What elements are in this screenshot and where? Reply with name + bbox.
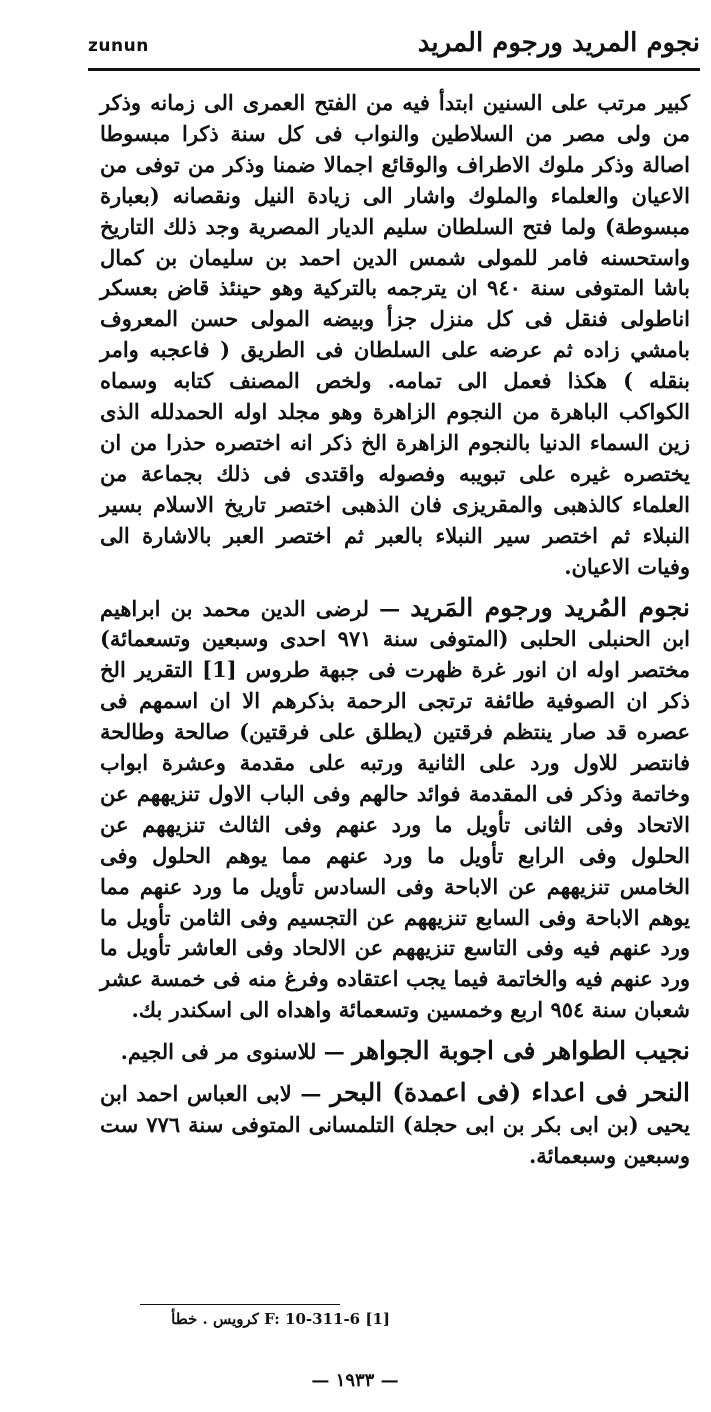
page-header — [88, 28, 700, 68]
bibliography-entry — [100, 1036, 690, 1068]
entry-title: نجيب الطواهر فى اجوبة الجواهر — [352, 1036, 690, 1066]
bibliography-entry — [100, 593, 690, 1027]
entry-title: نجوم المُريد ورجوم المَريد — [410, 592, 691, 622]
entry-text: — لابى العباس احمد ابن يحيى (بن ابى بكر بن ابى حجلة) التلمسانى المتوفى سنة ٧٧٦ ست وسبعين وسبعمائة. — [100, 1081, 691, 1168]
bibliography-entry — [100, 1078, 690, 1172]
footnote: [1] F: 10-311-6 كرويس . خطأ — [171, 1310, 390, 1328]
entry-text: — لرضى الدين محمد بن ابراهيم ابن الحنبلى الحلبى (المتوفى سنة ٩٧١ احدى وسبعين وتسعمائة) مختصر اوله ان انور غرة ظهرت فى جبهة طروس [1] التقرير الخ ذكر ان الصوفية طائفة ترتجى الرحمة بذكرهم الا ان اسمهم فى عصره قد صار ينتظم فرقتين (يطلق على فرقتين) صالحة وطالحة فانتصر للاول ورد على الثانية ورتبه على مقدمة وعشرة ابواب وخاتمة وذكر فى المقدمة فوائد حالهم وفى الباب الاول تنزيههم عن الاتحاد وفى الثانى تأويل ما ورد عنهم وفى الثالث تنزيههم عن الحلول وفى الرابع تأويل ما ورد عنهم مما يوهم الحلول وفى الخامس تنزيههم عن الاباحة وفى السادس تأويل ما ورد عنهم مما يوهم الاباحة وفى السابع تنزيههم عن التجسيم وفى الثامن تأويل ما ورد عنهم فيه وفى التاسع تنزيههم عن الالحاد وفى العاشر تأويل ما ورد عنهم فيه والخاتمة فيما يجب اعتقاده وفرغ منه فى خمسة عشر شعبان سنة ٩٥٤ اربع وخمسين وتسعمائة واهداه الى اسكندر بك. — [100, 595, 691, 1023]
header-rule — [88, 68, 700, 71]
main-text-block — [100, 88, 690, 1172]
page-number: — ١٩٣٣ — — [311, 1370, 399, 1391]
entry-text: — للاسنوى مر فى الجيم. — [120, 1039, 345, 1065]
entry-title: النحر فى اعداء (فى اعمدة) البحر — [330, 1078, 690, 1108]
paragraph-continuation: كبير مرتب على السنين ابتدأ فيه من الفتح العمرى الى زمانه وذكر من ولى مصر من السلاطين والنواب فى كل سنة ذكرا مبسوطا اصالة وذكر ملوك الاطراف والوقائع اجمالا ضمنا وذكر من توفى من الاعيان والعلماء والملوك واشار الى زيادة النيل ونقصانه (بعبارة مبسوطة) ولما فتح السلطان سليم الديار المصرية وجد ذلك التاريخ واستحسنه فامر للمولى شمس الدين احمد بن سليمان بن كمال باشا المتوفى سنة ٩٤٠ ان يترجمه بالتركية وهو حينئذ قاض بعسكر اناطولى فنقل فى كل منزل جزأ وبيضه المولى حسن المعروف بامشي زاده ثم عرضه على السلطان فى الطريق ( فاعجبه وامر بنقله ) هكذا فعمل الى تمامه. ولخص المصنف كتابه وسماه الكواكب الباهرة من النجوم الزاهرة وهو مجلد اوله الحمدلله الذى زين السماء الدنيا بالنجوم الزاهرة الخ ذكر انه اختصره حذرا من ان يختصره غيره على تبويبه وفصوله واقتدى فى ذلك بجماعة من العلماء كالذهبى والمقريزى فان الذهبى اختصر تاريخ الاسلام بسير النبلاء ثم اختصر سير النبلاء بالعبر ثم اختصر العبر بالاشارة الى وفيات الاعيان. — [100, 90, 690, 579]
header-running-title: نجوم المريد ورجوم المريد — [417, 28, 700, 58]
footnote-rule — [140, 1304, 340, 1305]
header-left-text: zunun — [88, 36, 149, 56]
